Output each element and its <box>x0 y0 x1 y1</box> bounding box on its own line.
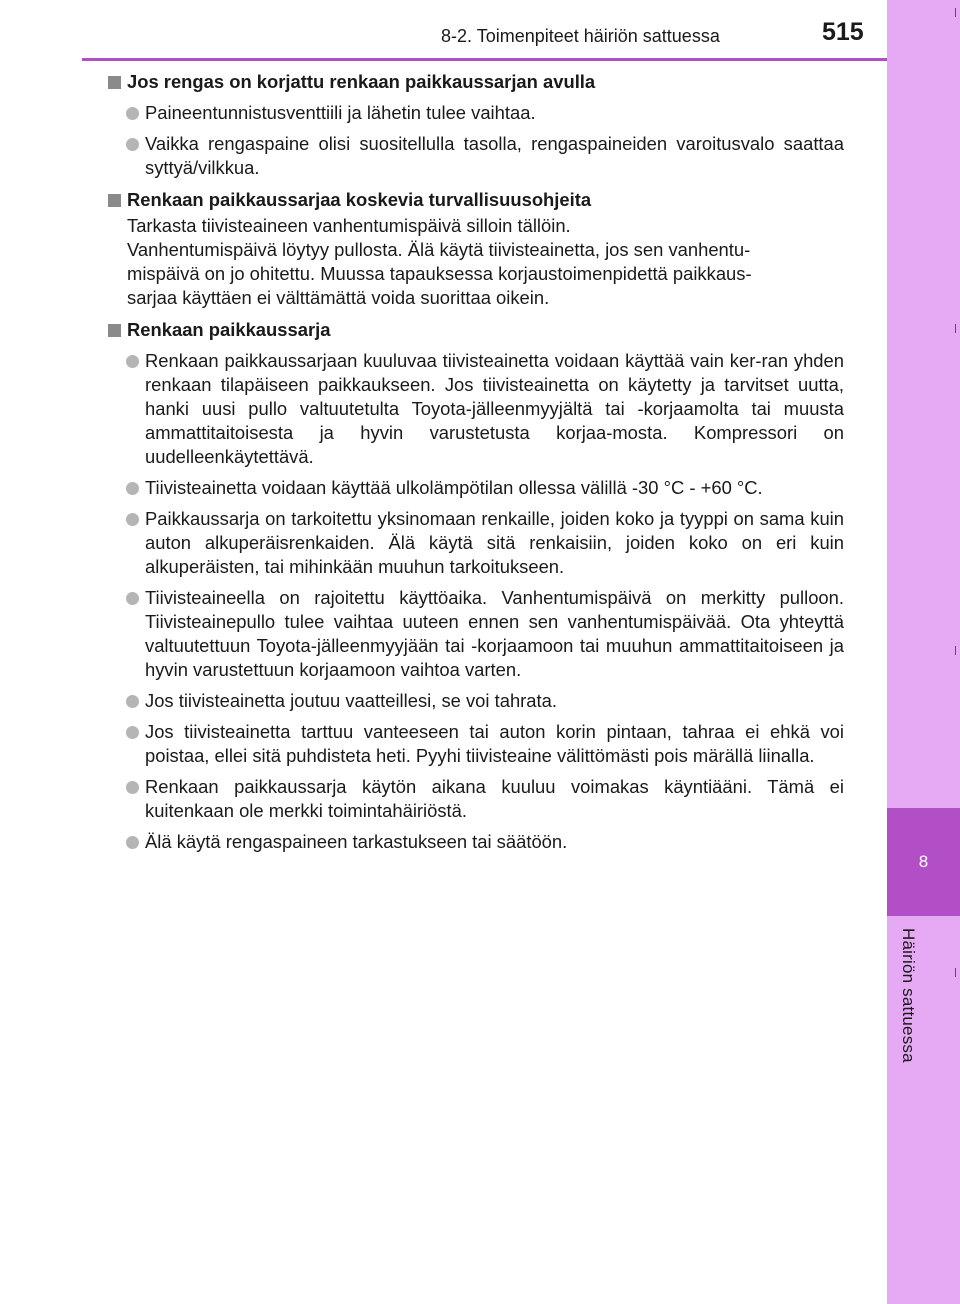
round-bullet-icon <box>126 592 139 605</box>
bullet-item: Jos tiivisteainetta joutuu vaatteillesi, se voi tahrata. <box>108 689 844 713</box>
round-bullet-icon <box>126 726 139 739</box>
bullet-item: Paineentunnistusventtiili ja lähetin tulee vaihtaa. <box>108 101 844 125</box>
bullet-item: Renkaan paikkaussarjaan kuuluvaa tiivisteainetta voidaan käyttää vain ker-ran yhden renkaan tilapäiseen paikkaukseen. Jos tiivisteainetta on käytetty ja tarvitset uutta, hanki uusi pullo valtuutetulta Toyota-jälleenmyyjältä tai -korjaamolta tai muusta ammattitaitoisesta ja hyvin varustetusta korjaa-mosta. Kompressori on uudelleenkäytettävä. <box>108 349 844 469</box>
chapter-title: Häiriön sattuessa <box>899 928 918 1063</box>
bullet-item: Tiivisteainetta voidaan käyttää ulkolämpötilan ollessa välillä -30 °C - +60 °C. <box>108 476 844 500</box>
running-header: 8-2. Toimenpiteet häiriön sattuessa <box>441 26 720 46</box>
bullet-item: Tiivisteaineella on rajoitettu käyttöaika. Vanhentumispäivä on merkitty pulloon. Tiivisteainepullo tulee vaihtaa uuteen ennen sen vanhentumispäivää. Ota yhteyttä valtuutettuun Toyota-jälleenmyyjään tai -korjaamoon tai muuhun ammattitaitoiseen ja hyvin varustettuun korjaamoon vaihtoa varten. <box>108 586 844 682</box>
bullet-item: Älä käytä rengaspaineen tarkastukseen tai säätöön. <box>108 830 844 854</box>
round-bullet-icon <box>126 695 139 708</box>
section-heading: Renkaan paikkaussarja <box>108 318 844 342</box>
section-heading: Jos rengas on korjattu renkaan paikkaussarjan avulla <box>108 70 844 94</box>
bullet-item: Renkaan paikkaussarja käytön aikana kuuluu voimakas käyntiääni. Tämä ei kuitenkaan ole merkki toimintahäiriöstä. <box>108 775 844 823</box>
crop-mark <box>955 968 956 977</box>
header-rule <box>82 58 887 61</box>
page-content <box>108 70 844 854</box>
paragraph: Tarkasta tiivisteaineen vanhentumispäivä silloin tällöin. Vanhentumispäivä löytyy pullosta. Älä käytä tiivisteainetta, jos sen vanhentu- mispäivä on jo ohitettu. Muussa tapauksessa korjaustoimenpidettä paikkaus- sarjaa käyttäen ei välttämättä voida suorittaa oikein. <box>127 215 752 308</box>
bullet-item: Paikkaussarja on tarkoitettu yksinomaan renkaille, joiden koko ja tyyppi on sama kuin auton alkuperäisrenkaiden. Älä käytä sitä renkaisiin, joiden koko on eri kuin alkuperäisten, tai mihinkään muuhun tarkoitukseen. <box>108 507 844 579</box>
round-bullet-icon <box>126 107 139 120</box>
crop-mark <box>955 8 956 17</box>
crop-mark <box>955 646 956 655</box>
crop-mark <box>955 324 956 333</box>
chapter-number: 8 <box>918 852 929 871</box>
chapter-side-tab <box>887 0 960 1304</box>
round-bullet-icon <box>126 781 139 794</box>
square-bullet-icon <box>108 324 121 337</box>
round-bullet-icon <box>126 138 139 151</box>
round-bullet-icon <box>126 482 139 495</box>
round-bullet-icon <box>126 836 139 849</box>
section-heading: Renkaan paikkaussarjaa koskevia turvallisuusohjeita <box>108 188 844 212</box>
bullet-item: Jos tiivisteainetta tarttuu vanteeseen tai auton korin pintaan, tahraa ei ehkä voi poistaa, ellei sitä puhdisteta heti. Pyyhi tiivisteaine välittömästi pois märällä liinalla. <box>108 720 844 768</box>
round-bullet-icon <box>126 355 139 368</box>
square-bullet-icon <box>108 76 121 89</box>
bullet-item: Vaikka rengaspaine olisi suositellulla tasolla, rengaspaineiden varoitusvalo saattaa syttyä/vilkkua. <box>108 132 844 180</box>
square-bullet-icon <box>108 194 121 207</box>
page-number: 515 <box>822 18 864 46</box>
round-bullet-icon <box>126 513 139 526</box>
